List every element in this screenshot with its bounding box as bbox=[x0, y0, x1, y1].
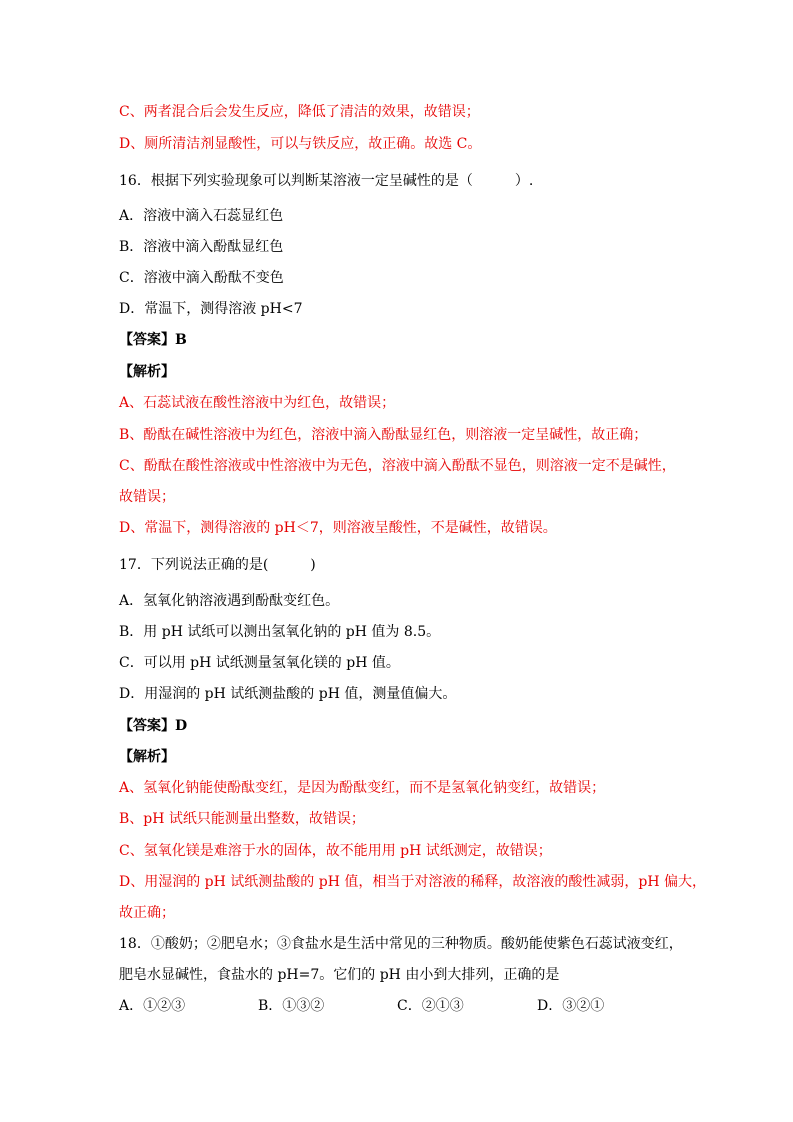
q17-option-b: B．用 pH 试纸可以测出氢氧化钠的 pH 值为 8.5。 bbox=[119, 624, 441, 640]
q17-analysis-d: D、用湿润的 pH 试纸测盐酸的 pH 值，相当于对溶液的稀释，故溶液的酸性减弱，pH 偏大， bbox=[119, 874, 706, 890]
q16-analysis-a: A、石蕊试液在酸性溶液中为红色，故错误； bbox=[119, 395, 396, 411]
q16-analysis-c-cont: 故错误； bbox=[119, 489, 175, 505]
q16-analysis-c: C、酚酞在酸性溶液或中性溶液中为无色，溶液中滴入酚酞不显色，则溶液一定不是碱性， bbox=[119, 458, 676, 474]
q17-analysis-label: 【解析】 bbox=[119, 749, 175, 765]
q16-analysis-d: D、常温下，测得溶液的 pH＜7，则溶液呈酸性，不是碱性，故错误。 bbox=[119, 520, 557, 536]
q17-analysis-c: C、氢氧化镁是难溶于水的固体，故不能用用 pH 试纸测定，故错误； bbox=[119, 843, 552, 859]
q17-option-a: A．氢氧化钠溶液遇到酚酞变红色。 bbox=[119, 593, 340, 609]
q17-analysis-d-cont: 故正确； bbox=[119, 905, 175, 921]
q17-option-c: C．可以用 pH 试纸测量氢氧化镁的 pH 值。 bbox=[119, 655, 400, 671]
q18-question-line2: 肥皂水显碱性，食盐水的 pH=7。它们的 pH 由小到大排列，正确的是 bbox=[119, 967, 560, 983]
q18-option-a: A．①②③ bbox=[119, 998, 186, 1014]
q16-option-b: B．溶液中滴入酚酞显红色 bbox=[119, 239, 284, 255]
q18-option-c: C．②①③ bbox=[397, 998, 464, 1014]
q17-analysis-a: A、氢氧化钠能使酚酞变红，是因为酚酞变红，而不是氢氧化钠变红，故错误； bbox=[119, 780, 606, 796]
q17-question: 17．下列说法正确的是( ) bbox=[119, 557, 316, 573]
q16-option-a: A．溶液中滴入石蕊显红色 bbox=[119, 208, 284, 224]
q16-analysis-b: B、酚酞在碱性溶液中为红色，溶液中滴入酚酞显红色，则溶液一定呈碱性，故正确； bbox=[119, 427, 648, 443]
q16-option-d: D．常温下，测得溶液 pH<7 bbox=[119, 301, 303, 317]
prev-analysis-c: C、两者混合后会发生反应，降低了清洁的效果，故错误； bbox=[119, 104, 480, 120]
prev-analysis-d: D、厕所清洁剂显酸性，可以与铁反应，故正确。故选 C。 bbox=[119, 136, 482, 152]
q16-option-c: C．溶液中滴入酚酞不变色 bbox=[119, 270, 284, 286]
q18-option-b: B．①③② bbox=[258, 998, 325, 1014]
q18-question-line1: 18．①酸奶；②肥皂水；③食盐水是生活中常见的三种物质。酸奶能使紫色石蕊试液变红， bbox=[119, 936, 683, 952]
q18-option-d: D．③②① bbox=[537, 998, 605, 1014]
q17-option-d: D．用湿润的 pH 试纸测盐酸的 pH 值，测量值偏大。 bbox=[119, 686, 457, 702]
q16-question: 16．根据下列实验现象可以判断某溶液一定呈碱性的是（ ）. bbox=[119, 173, 534, 189]
q16-answer: 【答案】B bbox=[119, 332, 187, 348]
q17-answer: 【答案】D bbox=[119, 718, 188, 734]
q17-analysis-b: B、pH 试纸只能测量出整数，故错误； bbox=[119, 811, 365, 827]
q16-analysis-label: 【解析】 bbox=[119, 364, 175, 380]
